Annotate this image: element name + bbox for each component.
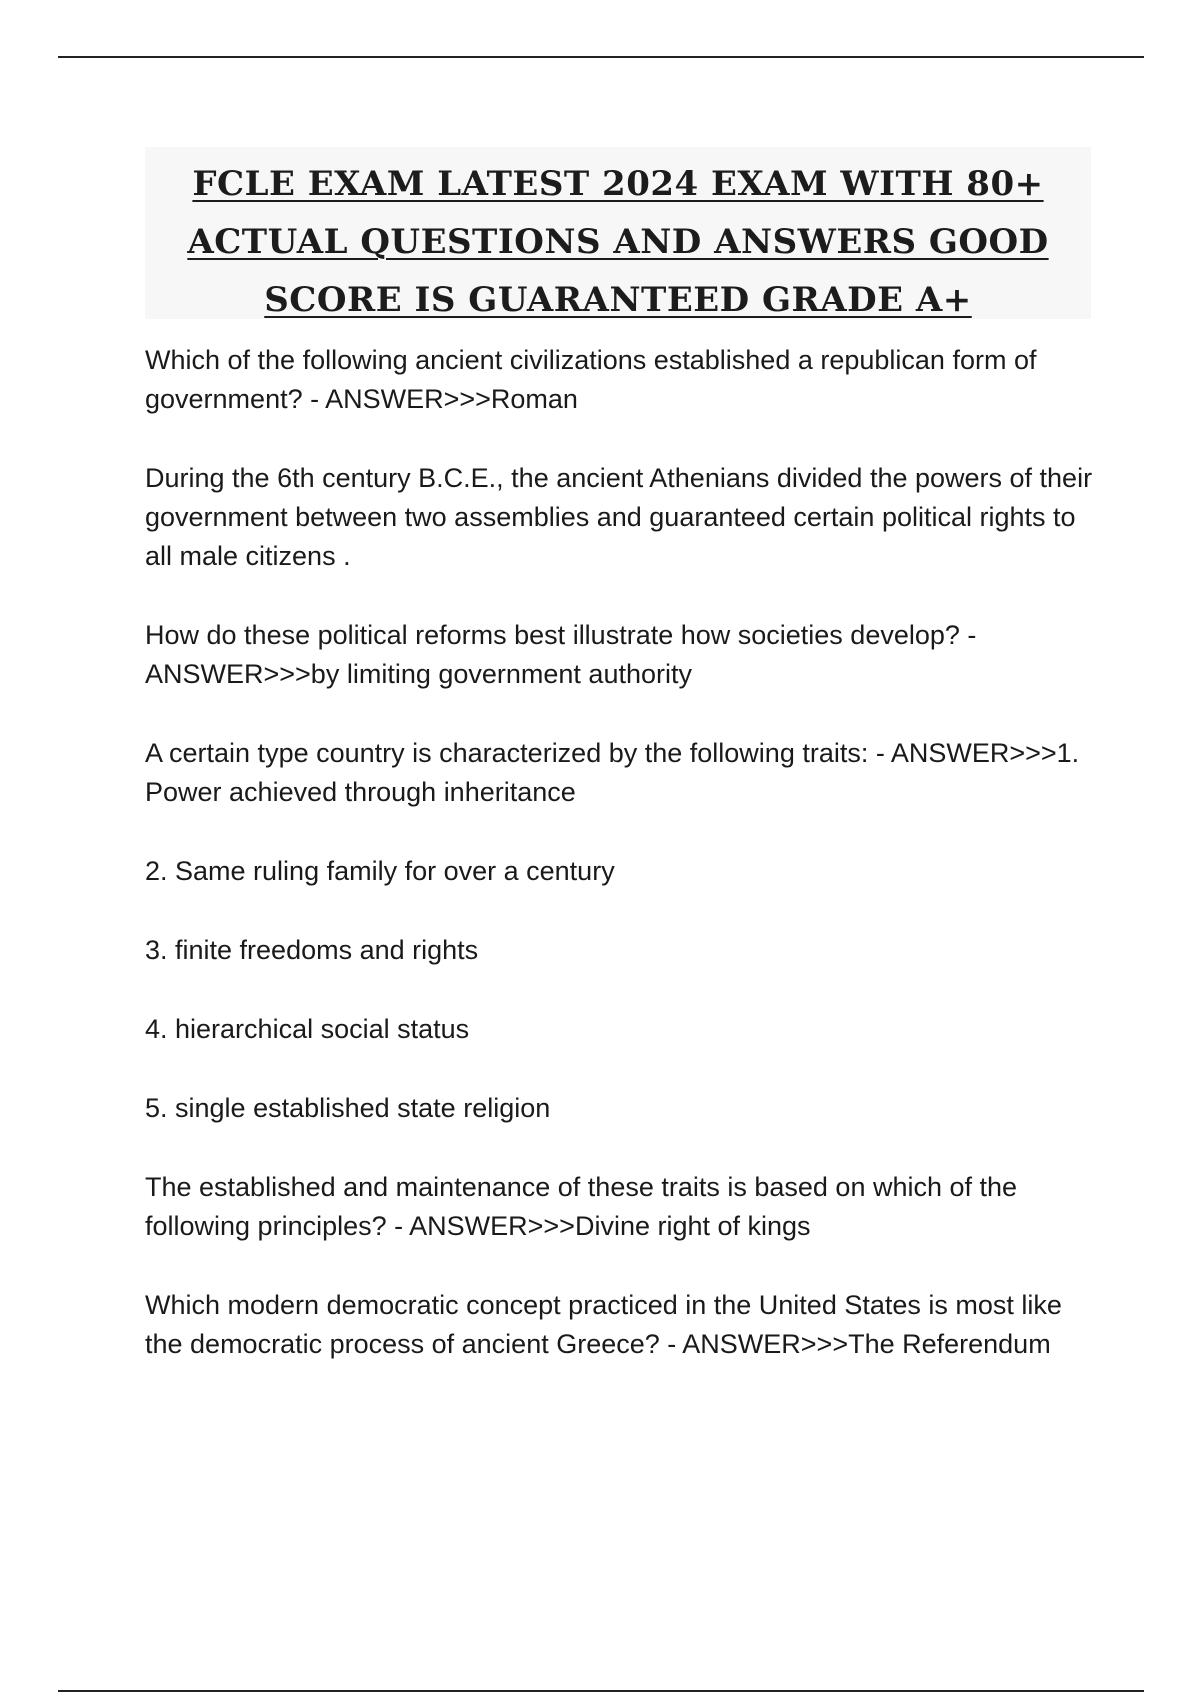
paragraph-q2-context: During the 6th century B.C.E., the ancient Athenians divided the powers of their government between two assemblies and guaranteed certain political rights to all male citizens . bbox=[145, 463, 1093, 571]
top-rule bbox=[58, 56, 1144, 58]
document-title bbox=[145, 147, 1091, 329]
document-body bbox=[145, 341, 1105, 1404]
paragraph-trait-3: 3. finite freedoms and rights bbox=[145, 935, 479, 965]
paragraph-q3-answer: The established and maintenance of these traits is based on which of the following principles? - ANSWER>>>Divine right of kings bbox=[145, 1172, 1018, 1241]
paragraph-trait-5: 5. single established state religion bbox=[145, 1093, 551, 1123]
title-line-1: FCLE EXAM LATEST 2024 EXAM WITH 80+ bbox=[192, 164, 1044, 204]
paragraph-q1: Which of the following ancient civilizations established a republican form of government? - ANSWER>>>Roman bbox=[145, 345, 1037, 414]
paragraph-q4: Which modern democratic concept practiced in the United States is most like the democratic process of ancient Greece? - ANSWER>>>The Referendum bbox=[145, 1290, 1062, 1359]
paragraph-q3: A certain type country is characterized by the following traits: - ANSWER>>>1. Power achieved through inheritance bbox=[145, 738, 1080, 807]
paragraph-trait-4: 4. hierarchical social status bbox=[145, 1014, 470, 1044]
title-banner bbox=[145, 147, 1091, 319]
bottom-rule bbox=[58, 1690, 1144, 1692]
paragraph-q2: How do these political reforms best illustrate how societies develop? - ANSWER>>>by limiting government authority bbox=[145, 620, 977, 689]
title-line-3: SCORE IS GUARANTEED GRADE A+ bbox=[264, 280, 972, 320]
paragraph-trait-2: 2. Same ruling family for over a century bbox=[145, 856, 615, 886]
title-line-2: ACTUAL QUESTIONS AND ANSWERS GOOD bbox=[187, 222, 1049, 262]
